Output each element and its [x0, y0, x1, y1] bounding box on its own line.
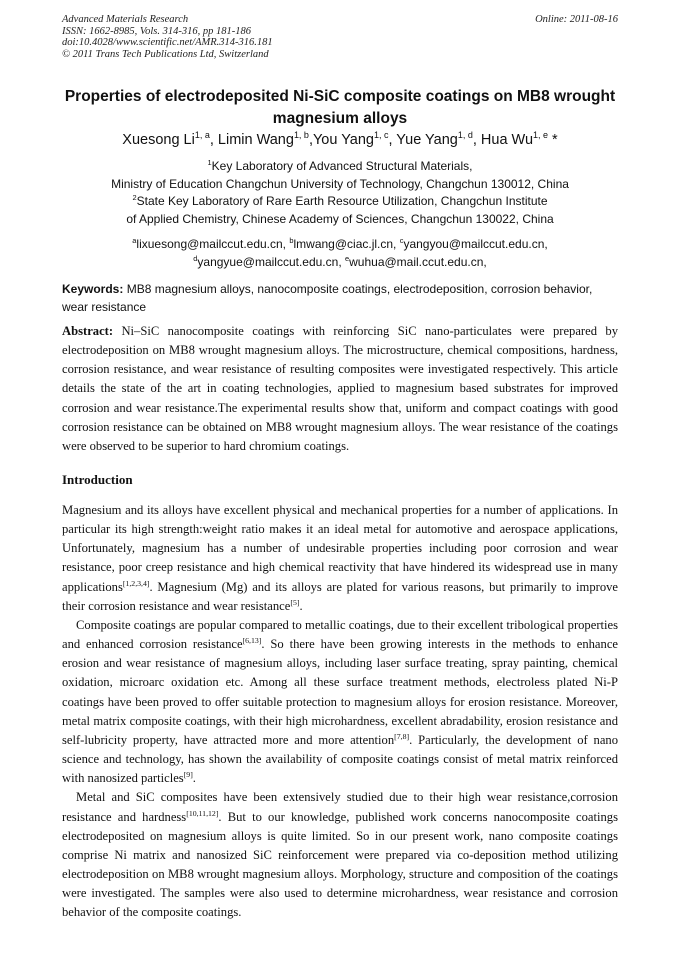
abstract — [62, 322, 618, 456]
author-emails: $^a$lixuesong@mailccut.edu.cn, $^b$lmwang@ciac.jl.cn, $^c$yangyou@mailccut.edu.cn, $^d$yangyue@mailccut.edu.cn, $^e$wuhua@mail.ccut.edu.cn, — [132, 236, 548, 269]
author-list: Xuesong Li$^{1, a}$, Limin Wang$^{1, b}$,You Yang$^{1, c}$, Yue Yang$^{1, d}$, Hua Wu$^{1, e}$ * — [122, 130, 558, 148]
abstract-label: Abstract: — [62, 324, 114, 338]
affiliation-1-line-2: Ministry of Education Changchun University of Technology, Changchun 130012, China — [111, 176, 569, 191]
copyright-line: © 2011 Trans Tech Publications Ltd, Switzerland — [62, 48, 269, 60]
affiliations — [62, 158, 618, 228]
paragraph: Metal and SiC composites have been extensively studied due to their high wear resistance,corrosion resistance and hardness[10,11,12]. But to our knowledge, published work concerns nanocomposite coatings electrodeposited on magnesium alloys is quite limited. So in our present work, nano composite coatings comprise Ni matrix and nanosized SiC reinforcement were prepared via co-deposition method utilizing electrodeposition on MB8 wrought magnesium alloys. Morphology, structure and composition of the coatings were investigated. The samples were also used to determine microhardness, wear resistance and corrosion behavior of the composite coatings. — [62, 790, 618, 920]
citation: [5] — [290, 597, 300, 607]
affiliation-1-line-1: $^1$Key Laboratory of Advanced Structural Materials, — [207, 158, 473, 173]
citation: [10,11,12] — [186, 808, 219, 818]
paragraph: Magnesium and its alloys have excellent physical and mechanical properties for a number of applications. In particular its high strength:weight ratio makes it an ideal metal for automotive and aerospace applications, Unfortunately, magnesium has a number of undesirable properties including poor corrosion and wear resistance, poor creep resistance and high chemical reactivity that have hindered its widespread use in many applications[1,2,3,4]. Magnesium (Mg) and its alloys are plated for various reasons, but primarily to improve their corrosion resistance and wear resistance[5]. — [62, 503, 618, 613]
author-affiliation-mark: 1, e — [533, 130, 549, 141]
citation: [7,8] — [394, 731, 410, 741]
section-heading-introduction: Introduction — [62, 472, 133, 487]
affiliation-2-line-2: of Applied Chemistry, Chinese Academy of Sciences, Changchun 130022, China — [126, 211, 554, 226]
introduction-body — [62, 501, 618, 922]
paragraph: Composite coatings are popular compared to metallic coatings, due to their excellent tribological properties and enhanced corrosion resistance[6,13]. So there have been growing interests in the methods to enhance erosion and wear resistance of magnesium alloys, including laser surface treating, spray painting, chemical oxidation, microarc oxidation etc. Among all these surface treatment methods, electroless plated Ni-P coatings have been proved to offer suitable protection to magnesium alloys for erosion resistance. Moreover, metal matrix composite coatings, with their high microhardness, excellent abradability, erosion resistance and self-lubricity property, have attracted more and more attention[7,8]. Particularly, the development of nano science and technology, has shown the availability of composite coatings consist of metal matrix reinforced with nanosized particles[9]. — [62, 617, 619, 786]
keywords-label: Keywords: — [62, 282, 124, 296]
citation: [1,2,3,4] — [122, 578, 150, 588]
online-date: Online: 2011-08-16 — [535, 14, 618, 25]
author-name: You Yang — [312, 132, 374, 148]
author-name: Xuesong Li — [122, 132, 195, 148]
corresponding-mark: * — [548, 132, 558, 148]
journal-name: Advanced Materials Research — [62, 14, 189, 25]
issn-line: ISSN: 1662-8985, Vols. 314-316, pp 181-186 — [62, 25, 251, 37]
citation: [9] — [183, 770, 193, 779]
citation: [6,13] — [242, 635, 262, 645]
author-affiliation-mark: 1, a — [194, 130, 210, 141]
doi-line: doi:10.4028/www.scientific.net/AMR.314-316.181 — [62, 37, 273, 48]
email-link[interactable]: wuhua@mail.ccut.edu.cn, — [349, 255, 487, 269]
email-link[interactable]: lmwang@ciac.jl.cn, — [293, 237, 397, 251]
author-name: Yue Yang — [396, 132, 458, 148]
abstract-text: Ni–SiC nanocomposite coatings with reinforcing SiC nano-particulates were prepared by electrodeposition on MB8 wrought magnesium alloys. The microstructure, chemical compositions, hardness, corrosion resistance, and wear resistance of resulting composites were investigated respectively. This article details the state of the art in coating technologies, applied to magnesium based substrates for improved corrosion and wear resistance.The experimental results show that, uniform and compact coatings with good corrosion resistance can be obtained on MB8 wrought magnesium alloys. The wear resistance of the coatings were observed to be superior to hard chromium coatings. — [62, 324, 618, 453]
author-affiliation-mark: 1, b — [293, 130, 309, 141]
paper-title: Properties of electrodeposited Ni-SiC composite coatings on MB8 wrought magnesium alloys — [64, 88, 616, 127]
publication-header — [62, 14, 618, 60]
affiliation-2-line-1: $^2$State Key Laboratory of Rare Earth Resource Utilization, Changchun Institute — [132, 193, 548, 208]
author-name: Hua Wu — [480, 132, 534, 148]
email-link[interactable]: yangyue@mailccut.edu.cn, — [197, 255, 342, 269]
author-affiliation-mark: 1, c — [374, 130, 389, 141]
email-link[interactable]: lixuesong@mailccut.edu.cn, — [136, 237, 287, 251]
keywords-text: MB8 magnesium alloys, nanocomposite coatings, electrodeposition, corrosion behavior, wear resistance — [62, 282, 593, 314]
keywords — [62, 281, 618, 316]
author-affiliation-mark: 1, d — [457, 130, 473, 141]
author-name: Limin Wang — [217, 132, 294, 148]
email-link[interactable]: yangyou@mailccut.edu.cn, — [403, 237, 548, 251]
